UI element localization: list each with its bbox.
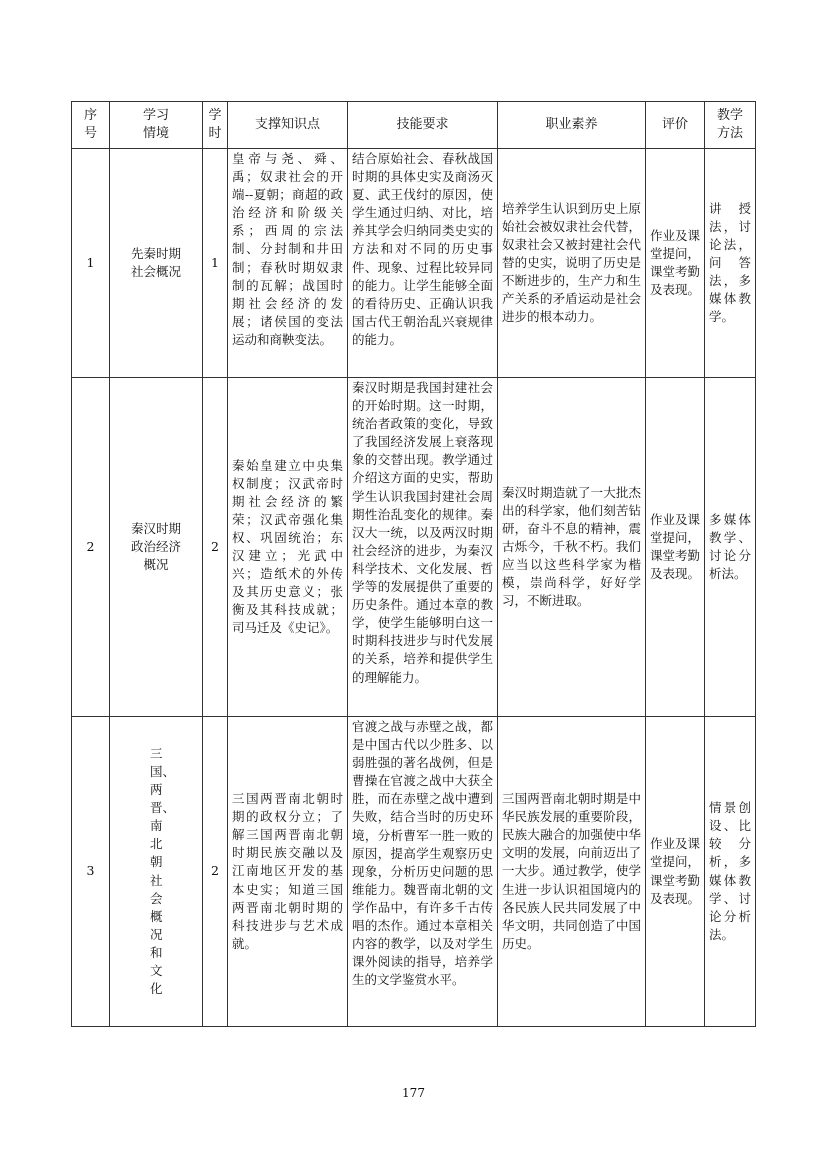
header-hours: 学时 [203,102,228,149]
row-hours: 2 [203,717,228,1027]
page-number: 177 [402,1086,425,1100]
row-evaluation: 作业及课堂提问，课堂考勤及表现。 [646,149,705,378]
row-no: 3 [72,717,110,1027]
row-hours: 2 [203,378,228,717]
header-evaluation: 评价 [646,102,705,149]
row-hours: 1 [203,149,228,378]
row-scenario: 先秦时期社会概况 [110,149,203,378]
course-table [71,101,756,1027]
header-scenario: 学习情境 [110,102,203,149]
row-scenario: 三国、两晋、南北朝社会概况和文化 [110,717,203,1027]
header-skills: 技能要求 [348,102,498,149]
header-knowledge: 支撑知识点 [228,102,348,149]
row-literacy: 秦汉时期造就了一大批杰出的科学家，他们刻苦钻研，奋斗不息的精神，震古烁今，千秋不朽。我们应当以这些科学家为楷模，崇尚科学，好好学习，不断进取。 [498,378,646,717]
row-literacy: 培养学生认识到历史上原始社会被奴隶社会代替，奴隶社会又被封建社会代替的史实，说明了历史是不断进步的，生产力和生产关系的矛盾运动是社会进步的根本动力。 [498,149,646,378]
row-evaluation: 作业及课堂提问，课堂考勤及表现。 [646,717,705,1027]
row-no: 1 [72,149,110,378]
row-methods: 讲授法，讨论法，问答法，多媒体教学。 [705,149,756,378]
row-methods: 情景创设、比较分析，多媒体教学、讨论分析法。 [705,717,756,1027]
row-skills: 秦汉时期是我国封建社会的开始时期。这一时期，统治者政策的变化，导致了我国经济发展上衰落现象的交替出现。教学通过介绍这方面的史实，帮助学生认识我国封建社会周期性治乱变化的规律。秦汉大一统，以及两汉时期社会经济的进步，为秦汉科学技术、文化发展、哲学等的发展提供了重要的历史条件。通过本章的教学，使学生能够明白这一时期科技进步与时代发展的关系，培养和提供学生的理解能力。 [348,378,498,717]
table-row [72,717,756,1027]
row-knowledge: 秦始皇建立中央集权制度；汉武帝时期社会经济的繁荣；汉武帝强化集权、巩固统治；东汉建立；光武中兴；造纸术的外传及其历史意义；张衡及其科技成就；司马迁及《史记》。 [228,378,348,717]
row-skills: 结合原始社会、春秋战国时期的具体史实及商汤灭夏、武王伐纣的原因，使学生通过归纳、对比，培养其学会归纳同类史实的方法和对不同的历史事件、现象、过程比较异同的能力。让学生能够全面的看待历史、正确认识我国古代王朝治乱兴衰规律的能力。 [348,149,498,378]
row-no: 2 [72,378,110,717]
row-evaluation: 作业及课堂提问，课堂考勤及表现。 [646,378,705,717]
table-header-row [72,102,756,149]
row-scenario: 秦汉时期政治经济概况 [110,378,203,717]
row-literacy: 三国两晋南北朝时期是中华民族发展的重要阶段，民族大融合的加强使中华文明的发展，向前迈出了一大步。通过教学，使学生进一步认识祖国境内的各民族人民共同发展了中华文明，共同创造了中国历史。 [498,717,646,1027]
row-knowledge: 皇帝与尧、舜、禹；奴隶社会的开端--夏朝；商超的政治经济和阶级关系；西周的宗法制、分封制和井田制；春秋时期奴隶制的瓦解；战国时期社会经济的发展；诸侯国的变法运动和商鞅变法。 [228,149,348,378]
header-literacy: 职业素养 [498,102,646,149]
row-skills: 官渡之战与赤壁之战，都是中国古代以少胜多、以弱胜强的著名战例，但是曹操在官渡之战中大获全胜，而在赤壁之战中遭到失败，结合当时的历史环境，分析曹军一胜一败的原因，提高学生观察历史现象，分析历史问题的思维能力。魏晋南北朝的文学作品中，有许多千古传唱的杰作。通过本章相关内容的教学，以及对学生课外阅读的指导，培养学生的文学鉴赏水平。 [348,717,498,1027]
header-methods: 教学方法 [705,102,756,149]
header-no: 序号 [72,102,110,149]
table-row [72,378,756,717]
row-methods: 多媒体教学、讨论分析法。 [705,378,756,717]
table-row [72,149,756,378]
row-knowledge: 三国两晋南北朝时期的政权分立；了解三国两晋南北朝时期民族交融以及江南地区开发的基本史实；知道三国两晋南北朝时期的科技进步与艺术成就。 [228,717,348,1027]
